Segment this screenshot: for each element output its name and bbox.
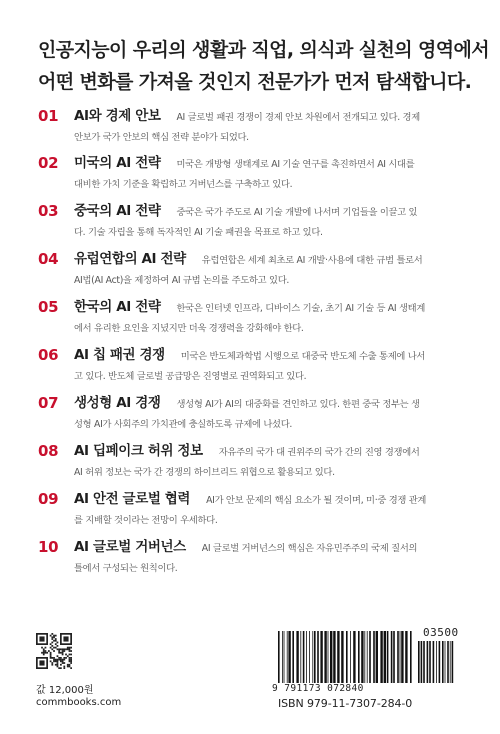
topic-item: [38, 249, 462, 291]
topic-title: AI 글로벌 거버넌스: [74, 539, 186, 555]
topic-text-2: AI 허위 정보는 국가 간 경쟁의 하이브리드 위협으로 활용되고 있다.: [74, 467, 335, 478]
topic-item: [38, 106, 462, 148]
topic-text-2: 틀에서 구성되는 원칙이다.: [74, 563, 178, 574]
topic-number: 01: [38, 107, 59, 125]
topic-title: AI 칩 패권 경쟁: [74, 347, 165, 363]
topic-text-1: 한국은 인터넷 인프라, 디바이스 기술, 초기 AI 기술 등 AI 생태계: [176, 303, 426, 314]
topic-text-2: AI법(AI Act)을 제정하여 AI 규범 논의를 주도하고 있다.: [74, 275, 290, 286]
topic-number: 03: [38, 202, 59, 220]
topic-first-line: [74, 537, 462, 559]
topic-text-2: 성형 AI가 사회주의 가치관에 충실하도록 규제에 나섰다.: [74, 419, 293, 430]
price: 값 12,000원: [36, 685, 94, 696]
headline-line-1: 인공지능이 우리의 생활과 직업, 의식과 실천의 영역에서: [38, 39, 490, 61]
addon-code: 03500: [423, 626, 459, 639]
topic-item: [38, 441, 462, 483]
topic-text-2: 에서 유리한 요인을 지녔지만 더욱 경쟁력을 강화해야 한다.: [74, 323, 304, 334]
qr-code: [36, 633, 72, 669]
topic-first-line: [74, 106, 462, 128]
topic-text-1: 미국은 반도체과학법 시행으로 대중국 반도체 수출 통제에 나서: [180, 351, 426, 362]
topic-title: AI 안전 글로벌 협력: [74, 491, 191, 507]
topic-title: 생성형 AI 경쟁: [74, 395, 161, 411]
topic-text-2: 다. 기술 자립을 통해 독자적인 AI 기술 패권을 목표로 하고 있다.: [74, 227, 323, 238]
topic-first-line: [74, 153, 462, 175]
topic-text-2: 안보가 국가 안보의 핵심 전략 분야가 되었다.: [74, 132, 249, 143]
topic-number: 06: [38, 346, 59, 364]
topic-text-1: AI 글로벌 패권 경쟁이 경제 안보 차원에서 전개되고 있다. 경제: [176, 112, 420, 123]
topic-item: [38, 153, 462, 195]
topic-number: 05: [38, 298, 59, 316]
barcode-digits: 9 791173 072840: [272, 683, 364, 694]
topic-item: [38, 489, 462, 531]
topic-text-1: 중국은 국가 주도로 AI 기술 개발에 나서며 기업들을 이끌고 있: [176, 207, 418, 218]
topic-text-1: 유럽연합은 세계 최초로 AI 개발·사용에 대한 규범 틀로서: [201, 255, 423, 266]
topic-title: AI 딥페이크 허위 정보: [74, 443, 203, 459]
isbn: ISBN 979-11-7307-284-0: [278, 697, 413, 710]
topic-number: 04: [38, 250, 59, 268]
topic-item: [38, 297, 462, 339]
topic-text-1: 미국은 개방형 생태계로 AI 기술 연구를 촉진하면서 AI 시대를: [176, 159, 415, 170]
topic-title: AI와 경제 안보: [74, 108, 161, 124]
website: commbooks.com: [36, 697, 122, 708]
topic-number: 02: [38, 154, 59, 172]
topic-item: [38, 393, 462, 435]
topic-title: 유럽연합의 AI 전략: [74, 251, 186, 267]
topic-title: 미국의 AI 전략: [74, 155, 161, 171]
topic-first-line: [74, 345, 462, 367]
topic-first-line: [74, 489, 462, 511]
topic-item: [38, 201, 462, 243]
topic-number: 10: [38, 538, 59, 556]
headline-line-2: 어떤 변화를 가져올 것인지 전문가가 먼저 탐색합니다.: [38, 71, 472, 93]
topic-number: 09: [38, 490, 59, 508]
topic-number: 08: [38, 442, 59, 460]
topic-first-line: [74, 393, 462, 415]
topic-text-1: 생성형 AI가 AI의 대중화를 견인하고 있다. 한편 중국 정부는 생: [176, 399, 420, 410]
topic-first-line: [74, 441, 462, 463]
topic-title: 중국의 AI 전략: [74, 203, 161, 219]
topic-first-line: [74, 249, 462, 271]
topic-text-1: 자유주의 국가 대 권위주의 국가 간의 진영 경쟁에서: [218, 447, 420, 458]
topic-text-1: AI가 안보 문제의 핵심 요소가 될 것이며, 미·중 경쟁 관계: [206, 495, 427, 506]
topic-text-2: 대비한 가치 기준을 확립하고 거버넌스를 구축하고 있다.: [74, 179, 293, 190]
topic-number: 07: [38, 394, 59, 412]
topic-text-2: 고 있다. 반도체 글로벌 공급망은 진영별로 권역화되고 있다.: [74, 371, 307, 382]
topic-text-1: AI 글로벌 거버넌스의 핵심은 자유민주주의 국제 질서의: [201, 543, 418, 554]
topic-title: 한국의 AI 전략: [74, 299, 161, 315]
topic-text-2: 를 지배할 것이라는 전망이 우세하다.: [74, 515, 218, 526]
topic-item: [38, 345, 462, 387]
topic-item: [38, 537, 462, 579]
topic-first-line: [74, 201, 462, 223]
topic-first-line: [74, 297, 462, 319]
headline: [38, 34, 490, 98]
